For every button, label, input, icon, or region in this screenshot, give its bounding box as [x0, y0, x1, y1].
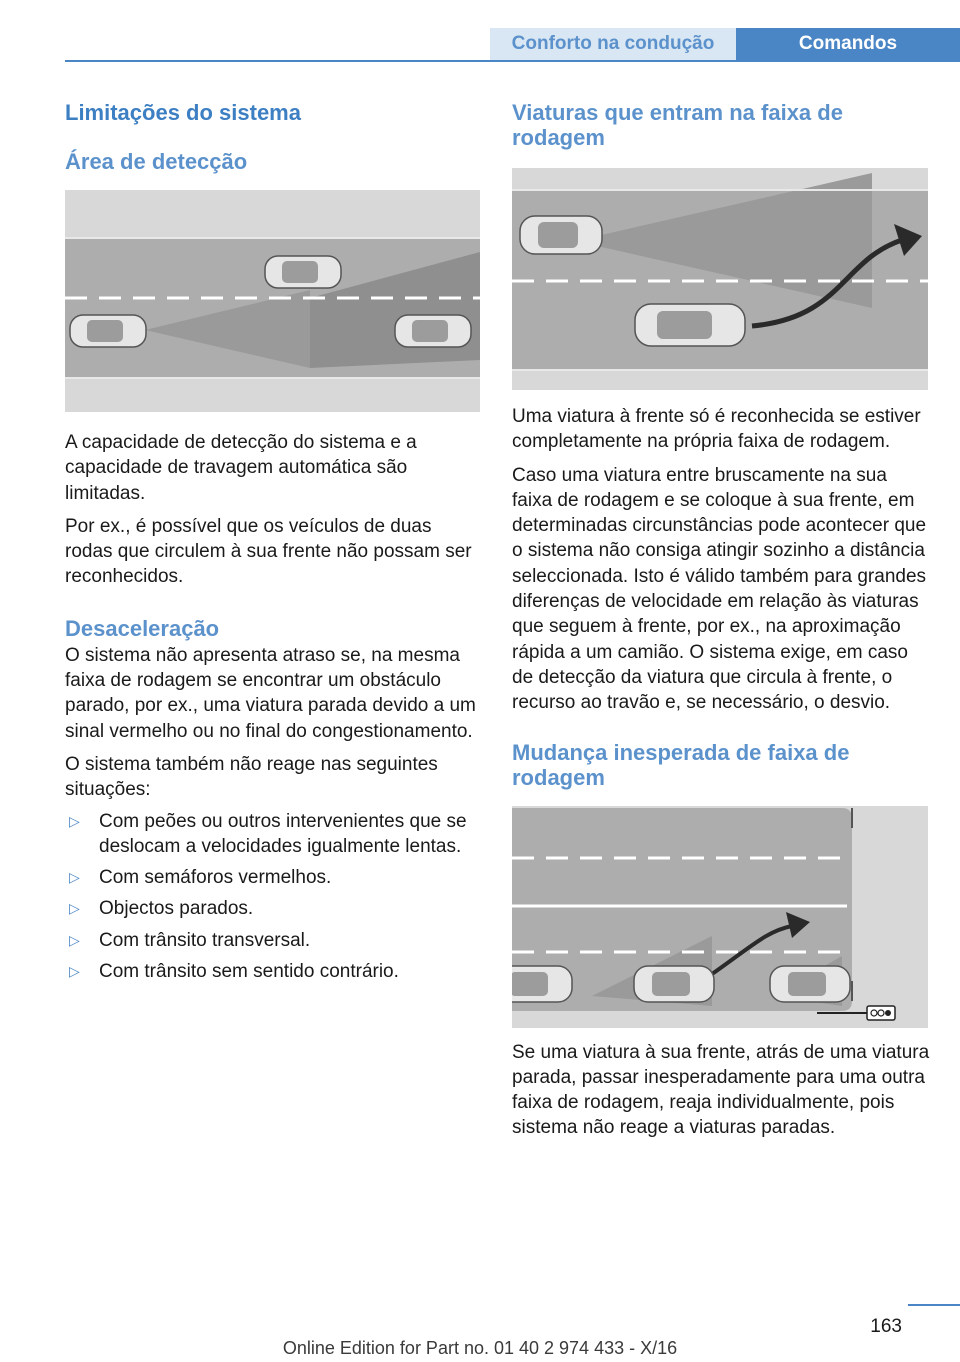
- paragraph-cut-in: Caso uma viatura entre bruscamente na sua faixa de rodagem e se coloque à sua frente, em determinadas circunstâncias pode acontecer que o sistema não consiga atingir sozinho a distância seleccionada. Isto é válido também para grandes diferenças de velocidade em relação às viaturas que seguem à frente, por ex., na aproximação rápida a um camião. O sistema exige, em caso de detecção da viatura que circula à frente, o recurso ao travão e, se necessário, o desvio.: [512, 464, 927, 714]
- paragraph-detection-capacity: A capacidade de detecção do sistema e a capacidade de travagem automática são limitadas.: [65, 432, 417, 504]
- heading-system-limits: Limitações do sistema: [65, 100, 301, 125]
- footer-rule: [908, 1304, 960, 1306]
- heading-vehicles-entering: Viaturas que entram na faixa de rodagem: [512, 100, 843, 150]
- paragraph-two-wheelers: Por ex., é possível que os veículos de duas rodas que circulem à sua frente não possam ser reconhecidos.: [65, 515, 472, 588]
- car-icon: [512, 966, 572, 1002]
- header-chapter-tab: Comandos: [736, 28, 960, 60]
- heading-deceleration: Desaceleração: [65, 615, 220, 641]
- figure-unexpected-lane-change: [512, 806, 928, 1028]
- heading-detection-area: Área de detecção: [65, 149, 248, 174]
- car-icon: [395, 315, 471, 347]
- list-item: ▷ Com trânsito transversal.: [65, 928, 480, 953]
- heading-unexpected-lane-change: Mudança inesperada de faixa de rodagem: [512, 739, 850, 790]
- paragraph-vehicle-recognition: Uma viatura à frente só é reconhecida se estiver completamente na própria faixa de rodagem.: [512, 406, 921, 453]
- car-icon: [265, 256, 341, 288]
- triangle-bullet-icon: ▷: [69, 900, 80, 917]
- list-item: ▷ Com trânsito sem sentido contrário.: [65, 959, 480, 984]
- list-item: ▷ Objectos parados.: [65, 896, 480, 921]
- car-icon: [770, 966, 850, 1002]
- paragraph-lane-change-advice: Se uma viatura à sua frente, atrás de uma viatura parada, passar inesperadamente para uma outra faixa de rodagem, reaja individualmente, pois sistema não reage a viaturas paradas.: [512, 1041, 930, 1139]
- triangle-bullet-icon: ▷: [69, 963, 80, 980]
- triangle-bullet-icon: ▷: [69, 931, 80, 948]
- car-icon: [70, 315, 146, 347]
- header-rule: [65, 60, 960, 62]
- page-number: 163: [870, 1316, 902, 1337]
- triangle-bullet-icon: ▷: [69, 812, 80, 829]
- header-section-tab: Conforto na condução: [490, 28, 736, 60]
- list-item: ▷ Com peões ou outros intervenientes que se deslocam a velocidades igualmente lentas.: [69, 810, 467, 857]
- list-item: ▷ Com semáforos vermelhos.: [65, 865, 480, 890]
- paragraph-no-reaction: O sistema também não reage nas seguintes situações:: [65, 753, 438, 801]
- figure-detection-area: [65, 190, 480, 412]
- situations-list: [65, 809, 480, 985]
- car-icon: [520, 216, 602, 254]
- right-column: [512, 100, 930, 1141]
- paragraph-stationary-obstacle: O sistema não apresenta atraso se, na mesma faixa de rodagem se encontrar um obstáculo parado, por ex., uma viatura parada devido a um sinal vermelho ou no final do congestionamento.: [65, 644, 476, 742]
- left-column: [65, 100, 480, 990]
- edition-footer: Online Edition for Part no. 01 40 2 974 433 - X/16: [282, 1338, 678, 1358]
- figure-vehicles-entering: [512, 168, 928, 390]
- car-icon: [634, 966, 714, 1002]
- car-icon: [635, 304, 745, 346]
- triangle-bullet-icon: ▷: [69, 869, 80, 886]
